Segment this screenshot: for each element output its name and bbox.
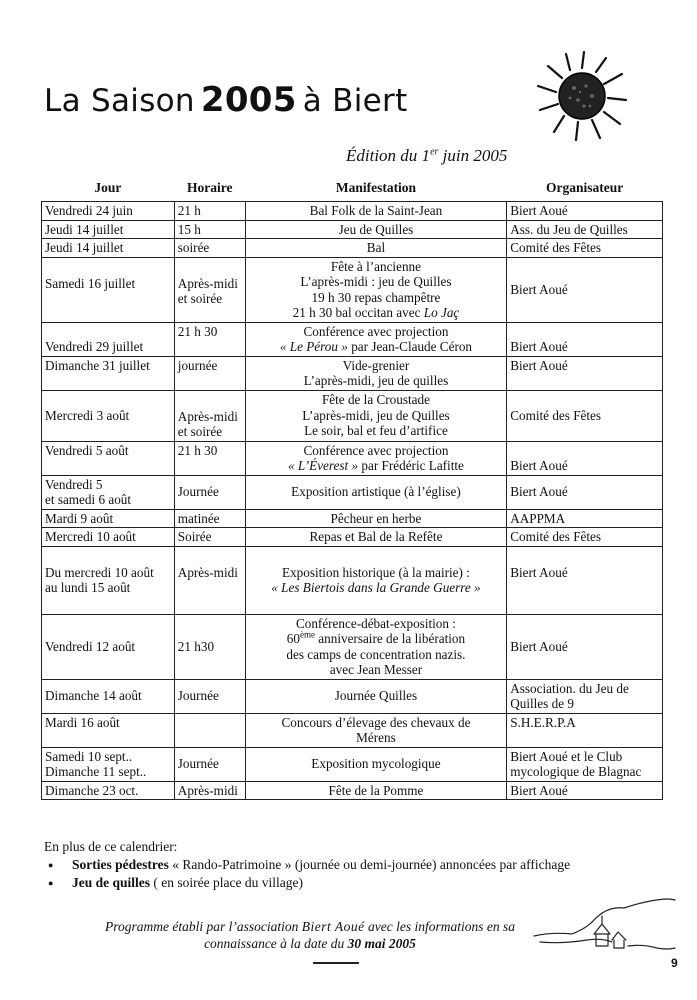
- manif-italic: Lo Jaç: [423, 305, 460, 320]
- manif-text: par Jean-Claude Céron: [347, 339, 473, 354]
- cell-jour: [42, 747, 175, 781]
- item-title: Jeu de quilles: [72, 875, 151, 890]
- cell-jour: Dimanche 23 oct.: [42, 781, 175, 800]
- cell-organisateur: Biert Aoué: [507, 257, 663, 322]
- table-row: [42, 441, 663, 475]
- cell-manifestation: [245, 257, 506, 322]
- org-line: Biert Aoué et le Club: [510, 748, 623, 764]
- cell-horaire: Après-midi: [174, 546, 245, 614]
- table-row: [42, 475, 663, 509]
- manif-line: L’après-midi, jeu de Quilles: [302, 407, 450, 423]
- cell-jour: Jeudi 14 juillet: [42, 220, 175, 239]
- cell-manifestation: Repas et Bal de la Refête: [245, 528, 506, 547]
- cell-manifestation: [245, 390, 506, 441]
- schedule-table: [41, 175, 663, 800]
- footer-text: Programme établi par l’association: [105, 919, 302, 934]
- cell-horaire: 21 h30: [174, 614, 245, 679]
- cell-organisateur: Biert Aoué: [507, 202, 663, 221]
- cell-horaire: [174, 713, 245, 747]
- col-header-jour: Jour: [94, 180, 122, 196]
- jour-line: au lundi 15 août: [45, 580, 131, 595]
- jour-line: Samedi 10 sept..: [45, 748, 133, 764]
- cell-organisateur: Comité des Fêtes: [507, 528, 663, 547]
- table-row: [42, 390, 663, 441]
- table-row: [42, 713, 663, 747]
- cell-horaire: Journée: [174, 679, 245, 713]
- footer-line: [40, 935, 580, 952]
- manif-line: des camps de concentration nazis.: [286, 646, 466, 662]
- edition-sup: er: [430, 146, 439, 158]
- table-row: [42, 322, 663, 356]
- cell-horaire: Journée: [174, 747, 245, 781]
- cell-horaire: Après-midi: [174, 781, 245, 800]
- manif-line: Mérens: [356, 730, 396, 745]
- divider: [313, 962, 359, 964]
- cell-horaire: matinée: [174, 509, 245, 528]
- extras-list: [44, 856, 570, 892]
- title-text: La Saison: [44, 83, 195, 119]
- cell-jour: Mercredi 3 août: [42, 390, 175, 441]
- org-line: Quilles de 9: [510, 696, 574, 711]
- manif-line: [249, 458, 503, 474]
- footer-text: avec les informations en sa: [364, 919, 515, 934]
- horaire-line: Après-midi: [177, 275, 238, 291]
- footer-note: [40, 918, 580, 952]
- manif-line: avec Jean Messer: [329, 662, 423, 677]
- col-header-organisateur: Organisateur: [545, 180, 624, 196]
- cell-horaire: 15 h: [174, 220, 245, 239]
- cell-jour: Samedi 16 juillet: [42, 257, 175, 322]
- cell-jour: Vendredi 5 août: [42, 441, 175, 475]
- table-row: [42, 239, 663, 258]
- cell-organisateur: Biert Aoué: [507, 546, 663, 614]
- cell-jour: Vendredi 12 août: [42, 614, 175, 679]
- cell-jour: Dimanche 31 juillet: [42, 356, 175, 390]
- manif-text: anniversaire de la libération: [314, 631, 466, 646]
- title-year: 2005: [200, 80, 297, 120]
- table-row: [42, 679, 663, 713]
- jour-line: Dimanche 11 sept..: [45, 764, 147, 779]
- table-row: [42, 202, 663, 221]
- cell-manifestation: Pêcheur en herbe: [245, 509, 506, 528]
- item-text: ( en soirée place du village): [150, 875, 303, 890]
- cell-manifestation: [245, 441, 506, 475]
- cell-horaire: 21 h 30: [174, 322, 245, 356]
- cell-horaire: Journée: [174, 475, 245, 509]
- sun-icon: [534, 48, 630, 144]
- footer-date: 30 mai 2005: [347, 936, 416, 951]
- table-row: [42, 356, 663, 390]
- cell-organisateur: S.H.E.R.P.A: [507, 713, 663, 747]
- cell-manifestation: [245, 713, 506, 747]
- list-item: [72, 874, 570, 892]
- table-header-row: [42, 175, 663, 202]
- cell-horaire: soirée: [174, 239, 245, 258]
- manif-italic: « Le Pérou »: [279, 339, 348, 354]
- manif-line: [249, 631, 503, 647]
- manif-text: 60: [286, 631, 300, 646]
- jour-line: Du mercredi 10 août: [45, 564, 154, 580]
- table-row: [42, 781, 663, 800]
- col-header-horaire: Horaire: [187, 180, 233, 196]
- item-title: Sorties pédestres: [72, 857, 169, 872]
- extras-intro: En plus de ce calendrier:: [44, 839, 178, 854]
- jour-line: Vendredi 5: [45, 476, 103, 492]
- manif-line: [249, 580, 503, 596]
- manif-line: Conférence-débat-exposition :: [295, 615, 456, 631]
- manif-text: par Frédéric Lafitte: [358, 458, 464, 473]
- cell-manifestation: [245, 356, 506, 390]
- org-line: Association. du Jeu de: [510, 680, 629, 696]
- table-row: [42, 614, 663, 679]
- cell-manifestation: Exposition mycologique: [245, 747, 506, 781]
- table-row: [42, 220, 663, 239]
- manif-line: Fête de la Croustade: [321, 392, 430, 408]
- table-row: [42, 546, 663, 614]
- manif-line: L’après-midi, jeu de quilles: [303, 373, 449, 388]
- manif-line: 19 h 30 repas champêtre: [311, 289, 441, 305]
- manif-line: [249, 339, 503, 355]
- manif-italic: « Les Biertois dans la Grande Guerre »: [271, 580, 481, 595]
- manif-line: [249, 305, 503, 321]
- manif-sup: ème: [299, 629, 315, 640]
- manif-text: 21 h 30 bal occitan avec: [292, 305, 424, 320]
- cell-organisateur: Biert Aoué: [507, 356, 663, 390]
- jour-line: et samedi 6 août: [45, 492, 132, 507]
- cell-jour: Mardi 9 août: [42, 509, 175, 528]
- cell-manifestation: Bal Folk de la Saint-Jean: [245, 202, 506, 221]
- edition-year: juin 2005: [438, 146, 508, 165]
- cell-manifestation: Jeu de Quilles: [245, 220, 506, 239]
- manif-line: L’après-midi : jeu de Quilles: [300, 274, 452, 289]
- table-row: [42, 257, 663, 322]
- footer-line: [40, 918, 580, 935]
- cell-organisateur: Biert Aoué: [507, 614, 663, 679]
- cell-manifestation: [245, 614, 506, 679]
- cell-manifestation: Fête de la Pomme: [245, 781, 506, 800]
- cell-horaire: 21 h 30: [174, 441, 245, 475]
- cell-horaire: 21 h: [174, 202, 245, 221]
- manif-line: Exposition historique (à la mairie) :: [282, 564, 470, 580]
- extras-section: [44, 838, 570, 892]
- org-line: mycologique de Blagnac: [510, 764, 642, 779]
- page-number: 9: [671, 956, 678, 970]
- cell-jour: Vendredi 29 juillet: [42, 322, 175, 356]
- page-title: [44, 80, 408, 120]
- cell-jour: Mercredi 10 août: [42, 528, 175, 547]
- cell-horaire: [174, 257, 245, 322]
- cell-organisateur: Biert Aoué: [507, 781, 663, 800]
- edition-text: Édition du 1: [346, 146, 431, 165]
- footer-assoc: Biert Aoué: [301, 919, 365, 934]
- cell-organisateur: [507, 679, 663, 713]
- manif-line: Conférence avec projection: [303, 442, 449, 458]
- cell-organisateur: Comité des Fêtes: [507, 390, 663, 441]
- cell-jour: Mardi 16 août: [42, 713, 175, 747]
- cell-horaire: [174, 390, 245, 441]
- cell-organisateur: AAPPMA: [507, 509, 663, 528]
- cell-manifestation: Bal: [245, 239, 506, 258]
- cell-organisateur: [507, 747, 663, 781]
- edition-date: [346, 146, 507, 166]
- horaire-line: et soirée: [177, 291, 223, 306]
- horaire-line: et soirée: [177, 424, 223, 439]
- footer-text: connaissance à la date du: [204, 936, 348, 951]
- horaire-line: Après-midi: [177, 408, 238, 424]
- village-sketch-icon: [532, 898, 677, 956]
- table-row: [42, 747, 663, 781]
- cell-jour: Jeudi 14 juillet: [42, 239, 175, 258]
- cell-jour: [42, 546, 175, 614]
- cell-organisateur: Biert Aoué: [507, 322, 663, 356]
- cell-organisateur: Biert Aoué: [507, 441, 663, 475]
- cell-organisateur: Ass. du Jeu de Quilles: [507, 220, 663, 239]
- manif-line: Vide-grenier: [342, 357, 410, 373]
- table-row: [42, 528, 663, 547]
- cell-organisateur: Biert Aoué: [507, 475, 663, 509]
- manif-line: Le soir, bal et feu d’artifice: [304, 423, 448, 439]
- title-place: à Biert: [302, 83, 408, 119]
- manif-italic: « L’Éverest »: [288, 458, 359, 473]
- cell-horaire: Soirée: [174, 528, 245, 547]
- col-header-manifestation: Manifestation: [335, 180, 417, 196]
- cell-jour: [42, 475, 175, 509]
- cell-organisateur: Comité des Fêtes: [507, 239, 663, 258]
- cell-horaire: journée: [174, 356, 245, 390]
- cell-jour: Vendredi 24 juin: [42, 202, 175, 221]
- cell-manifestation: [245, 322, 506, 356]
- list-item: [72, 856, 570, 874]
- manif-line: Conférence avec projection: [303, 323, 449, 339]
- cell-jour: Dimanche 14 août: [42, 679, 175, 713]
- item-text: « Rando-Patrimoine » (journée ou demi-journée) annoncées par affichage: [168, 857, 571, 872]
- table-row: [42, 509, 663, 528]
- cell-manifestation: Exposition artistique (à l’église): [245, 475, 506, 509]
- cell-manifestation: [245, 546, 506, 614]
- manif-line: Concours d’élevage des chevaux de: [281, 714, 471, 730]
- cell-manifestation: Journée Quilles: [245, 679, 506, 713]
- manif-line: Fête à l’ancienne: [330, 258, 421, 274]
